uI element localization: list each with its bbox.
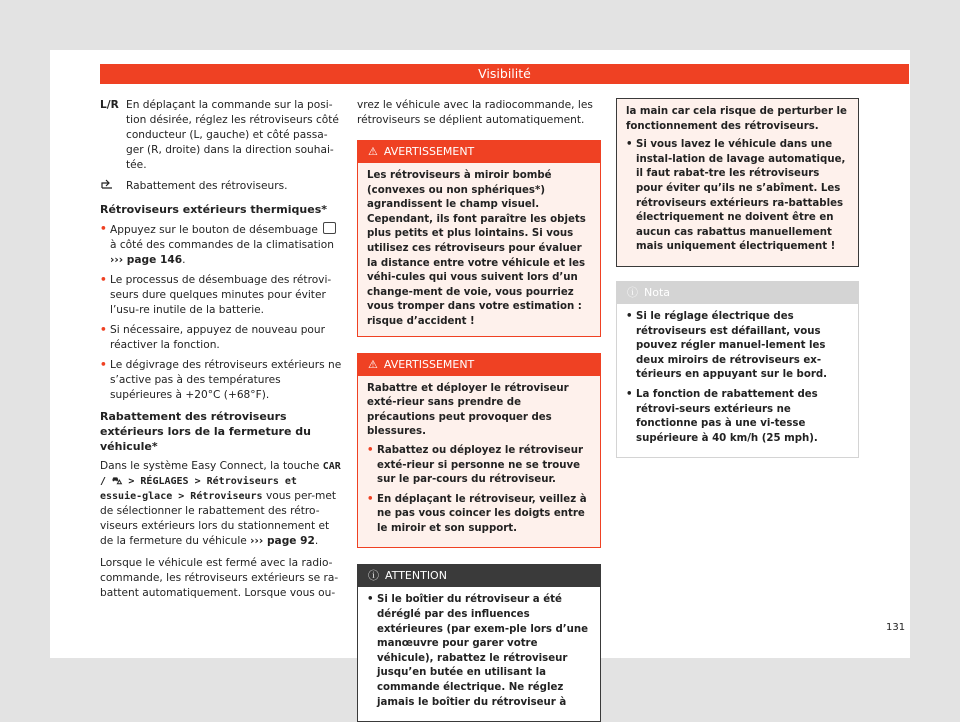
info-circle-icon: ⓘ <box>368 569 379 583</box>
defrost-icon <box>323 222 336 234</box>
note-body <box>617 304 858 457</box>
list-item: • Si le réglage électrique des rétroviseurs est défaillant, vous pouvez régler manuel-lement les deux miroirs de rétroviseurs ex-térieurs en appuyant sur le bord. <box>626 310 828 381</box>
list-item: • Si vous lavez le véhicule dans une instal-lation de lavage automatique, il faut rabat-tre les rétroviseurs pour éviter qu’ils ne s’abîment. Les rétroviseurs extérieurs ra-battables électriquement ne doivent être en aucun cas rabattus manuellement mais uniquement électriquement ! <box>626 139 846 253</box>
control-definitions <box>100 98 345 196</box>
definition-text: Rabattement des rétroviseurs. <box>126 180 288 192</box>
column-left <box>100 98 345 608</box>
warning-body: Rabattre et déployer le rétroviseur exté-rieur sans prendre de précautions peut provoquer des blessures. • Rabattez ou déployez le rétroviseur exté-rieur si personne ne se trouve sur le par-cours du rétroviseur. • En déplaçant le rétroviseur, veillez à ne pas vous coincer les doigts entre le miroir et son support. <box>358 376 600 548</box>
paragraph: Lorsque le véhicule est fermé avec la radio-commande, les rétroviseurs extérieurs se ra-battent automatiquement. Lorsque vous ou- <box>100 557 339 599</box>
definition-lr <box>100 98 345 173</box>
warning-box <box>357 140 601 337</box>
paragraph: Dans le système Easy Connect, la touche CAR / ⛍ > RÉGLAGES > Rétroviseurs et essuie-glace > Rétroviseurs vous per-met de sélectionner le rabattement des rétro-viseurs extérieurs lors du stationnement et de la fermeture du véhicule ››› page 92. <box>100 460 341 547</box>
column-middle <box>357 98 601 722</box>
attention-header: ⓘ ATTENTION <box>358 565 600 587</box>
warning-header: ⚠ AVERTISSEMENT <box>358 354 600 376</box>
list-item: • Le processus de désembuage des rétrovi-seurs dure quelques minutes pour éviter l’usu-re inutile de la batterie. <box>100 274 332 316</box>
attention-body: la main car cela risque de perturber le fonctionnement des rétroviseurs. • Si vous lavez le véhicule dans une instal-lation de lavage automatique, il faut rabat-tre les rétroviseurs pour éviter qu’ils ne s’abîment. Les rétroviseurs extérieurs ra-battables électriquement ne doivent être en aucun cas rabattus manuellement mais uniquement électriquement ! <box>617 99 858 266</box>
attention-body <box>358 587 600 721</box>
warning-header: ⚠ AVERTISSEMENT <box>358 141 600 163</box>
list-item: • Si nécessaire, appuyez de nouveau pour réactiver la fonction. <box>100 324 325 351</box>
heading-thermal: Rétroviseurs extérieurs thermiques* <box>100 203 327 216</box>
warning-triangle-icon: ⚠ <box>368 357 378 371</box>
definition-key: L/R <box>100 99 119 111</box>
manual-page <box>50 50 910 708</box>
attention-box <box>357 564 601 722</box>
warning-body: Les rétroviseurs à miroir bombé (convexes ou non sphériques*) agrandissent le champ visuel. Cependant, ils font paraître les objets plus petits et plus lointains. Si vous utilisez ces rétroviseurs pour évaluer la distance entre votre véhicule et les véhi-cules qui vous suivent lors d’un change-ment de voie, vous pourriez vous tromper dans votre estimation : risque d’accident ! <box>358 163 600 336</box>
warning-box <box>357 353 601 549</box>
info-square-icon: ⓘ <box>627 285 638 299</box>
column-right <box>616 98 859 474</box>
list-item: • En déplaçant le rétroviseur, veillez à ne pas vous coincer les doigts entre le miroir et son support. <box>367 493 587 534</box>
warning-triangle-icon: ⚠ <box>368 145 378 158</box>
menu-path: CAR / ⛍ > RÉGLAGES > Rétroviseurs et essuie-glace > Rétroviseurs <box>100 461 341 502</box>
definition-text: En déplaçant la commande sur la posi-tion désirée, réglez les rétroviseurs côté conducteur (L, gauche) et côté passa-ger (R, droite) dans la direction souhai-tée. <box>126 99 339 171</box>
page-reference[interactable]: ››› page 146 <box>110 254 183 266</box>
list-item: • Rabattez ou déployez le rétroviseur exté-rieur si personne ne se trouve sur le par-cours du rétroviseur. <box>367 444 583 486</box>
page-reference[interactable]: ››› page 92 <box>250 535 315 547</box>
section-header: Visibilité <box>100 64 909 84</box>
list-item: • Si le boîtier du rétroviseur a été déréglé par des influences extérieures (par exem-ple lors d’une manœuvre pour garer votre véhicule), rabattez le rétroviseur jusqu’en butée en utilisant la commande électrique. Ne réglez jamais le boîtier du rétroviseur à <box>367 594 589 708</box>
list-item: • Le dégivrage des rétroviseurs extérieurs ne s’active pas à des températures supérieures à +20°C (+68°F). <box>100 359 342 401</box>
mirror-fold-icon <box>100 179 126 196</box>
list-item: • Appuyez sur le bouton de désembuage à côté des commandes de la climatisation ››› page 146. <box>100 222 345 268</box>
paragraph: vrez le véhicule avec la radiocommande, les rétroviseurs se déplient automatiquement. <box>357 99 593 126</box>
attention-box-continued <box>616 98 859 267</box>
note-header: ⓘ Nota <box>617 282 858 304</box>
heading-folding: Rabattement des rétroviseurs extérieurs lors de la fermeture du véhicule* <box>100 410 311 453</box>
list-item: • La fonction de rabattement des rétrovi-seurs extérieurs ne fonctionne pas à une vi-tesse supérieure à 40 km/h (25 mph). <box>626 388 818 444</box>
note-box <box>616 281 859 458</box>
page-number: 131 <box>886 622 906 633</box>
definition-fold <box>100 179 345 196</box>
